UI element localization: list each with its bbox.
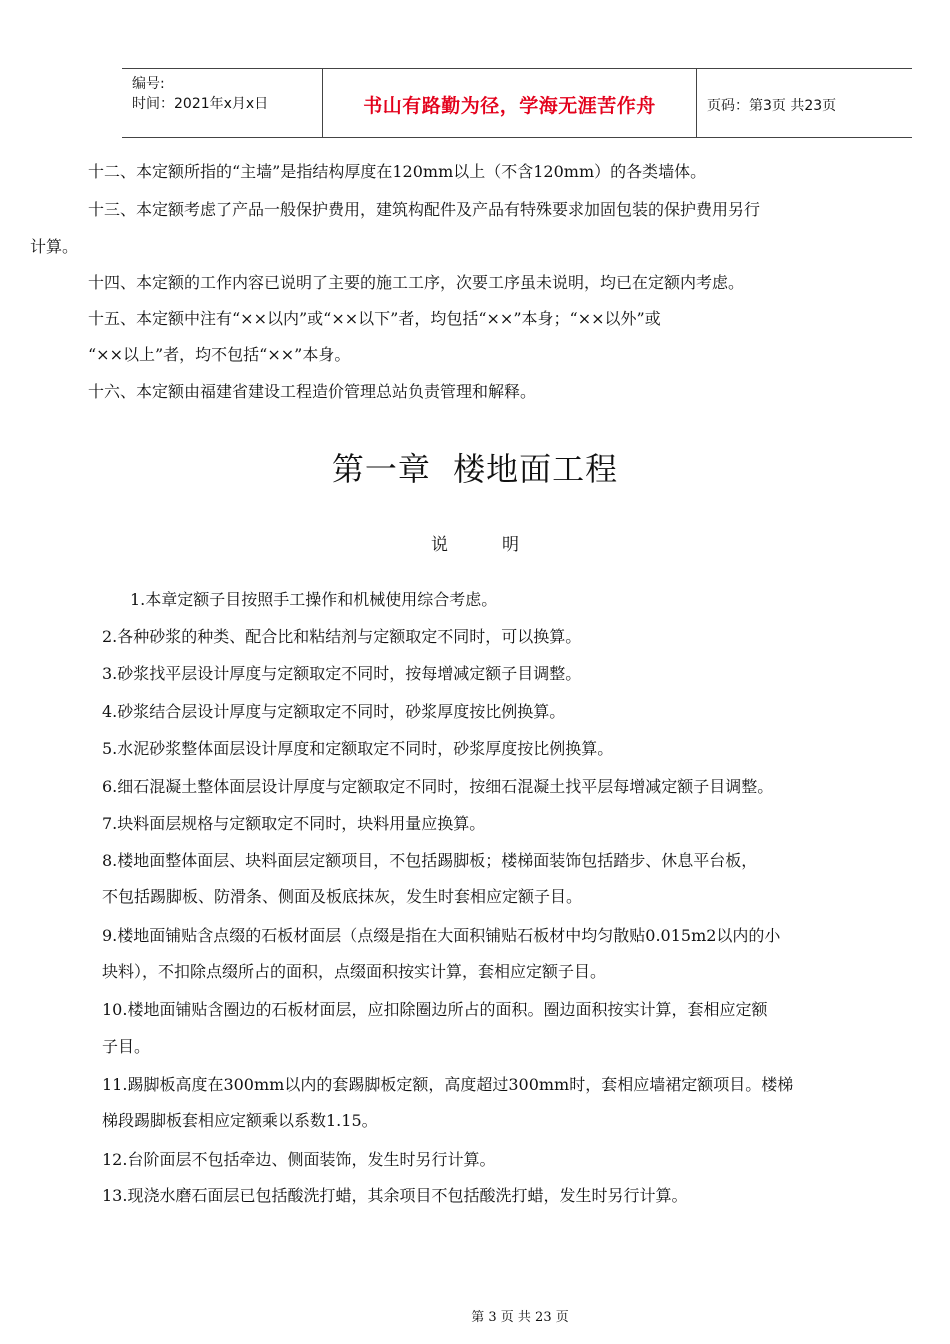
header-meta-cell [122,69,323,137]
intro-paragraph: 十二、本定额所指的“主墙”是指结构厚度在120mm以上（不含120mm）的各类墙体。 [88,162,707,181]
document-number-label: 编号: [132,76,165,92]
intro-paragraph: 十四、本定额的工作内容已说明了主要的施工工序，次要工序虽未说明，均已在定额内考虑。 [88,273,745,292]
intro-paragraph: 十五、本定额中注有“××以内”或“××以下”者，均包括“××”本身；“××以外”或 [88,309,661,328]
list-item: 2.各种砂浆的种类、配合比和粘结剂与定额取定不同时，可以换算。 [102,627,582,646]
list-item: 9.楼地面铺贴含点缀的石板材面层（点缀是指在大面积铺贴石板材中均匀散贴0.015m2以内的小 [102,926,781,945]
list-item: 4.砂浆结合层设计厚度与定额取定不同时，砂浆厚度按比例换算。 [102,702,566,721]
list-item: 1.本章定额子目按照手工操作和机械使用综合考虑。 [130,590,498,609]
document-header [122,68,912,138]
list-item: 11.踢脚板高度在300mm以内的套踢脚板定额，高度超过300mm时，套相应墙裙定额项目。楼梯 [102,1075,794,1094]
list-item: 6.细石混凝土整体面层设计厚度与定额取定不同时，按细石混凝土找平层每增减定额子目调整。 [102,777,774,796]
intro-paragraph: “××以上”者，均不包括“××”本身。 [88,345,351,364]
list-item: 5.水泥砂浆整体面层设计厚度和定额取定不同时，砂浆厚度按比例换算。 [102,739,614,758]
list-item: 子目。 [102,1037,151,1056]
list-item: 10.楼地面铺贴含圈边的石板材面层，应扣除圈边所占的面积。圈边面积按实计算，套相应定额 [102,1000,768,1019]
list-item: 7.块料面层规格与定额取定不同时，块料用量应换算。 [102,814,486,833]
header-page-cell [697,69,912,137]
document-time-label: 时间：2021年x月x日 [132,96,269,112]
header-page-label: 页码：第3页 共23页 [707,98,837,114]
chapter-title: 第一章 楼地面工程 [331,450,619,488]
intro-paragraph: 十六、本定额由福建省建设工程造价管理总站负责管理和解释。 [88,382,537,401]
list-item: 块料），不扣除点缀所占的面积，点缀面积按实计算，套相应定额子目。 [102,962,607,981]
list-item: 8.楼地面整体面层、块料面层定额项目，不包括踢脚板；楼梯面装饰包括踏步、休息平台板， [102,851,758,870]
page-footer: 第 3 页 共 23 页 [471,1310,569,1325]
list-item: 13.现浇水磨石面层已包括酸洗打蜡，其余项目不包括酸洗打蜡，发生时另行计算。 [102,1186,688,1205]
list-item: 不包括踢脚板、防滑条、侧面及板底抹灰，发生时套相应定额子目。 [102,887,583,906]
list-item: 12.台阶面层不包括牵边、侧面装饰，发生时另行计算。 [102,1150,496,1169]
header-motto: 书山有路勤为径，学海无涯苦作舟 [363,95,656,117]
intro-paragraph: 十三、本定额考虑了产品一般保护费用，建筑构配件及产品有特殊要求加固包装的保护费用另行 [88,200,761,219]
list-item: 3.砂浆找平层设计厚度与定额取定不同时，按每增减定额子目调整。 [102,664,582,683]
header-motto-cell [323,69,697,137]
intro-paragraph: 计算。 [30,237,79,256]
section-title: 说 明 [430,535,520,555]
list-item: 梯段踢脚板套相应定额乘以系数1.15。 [102,1111,378,1130]
